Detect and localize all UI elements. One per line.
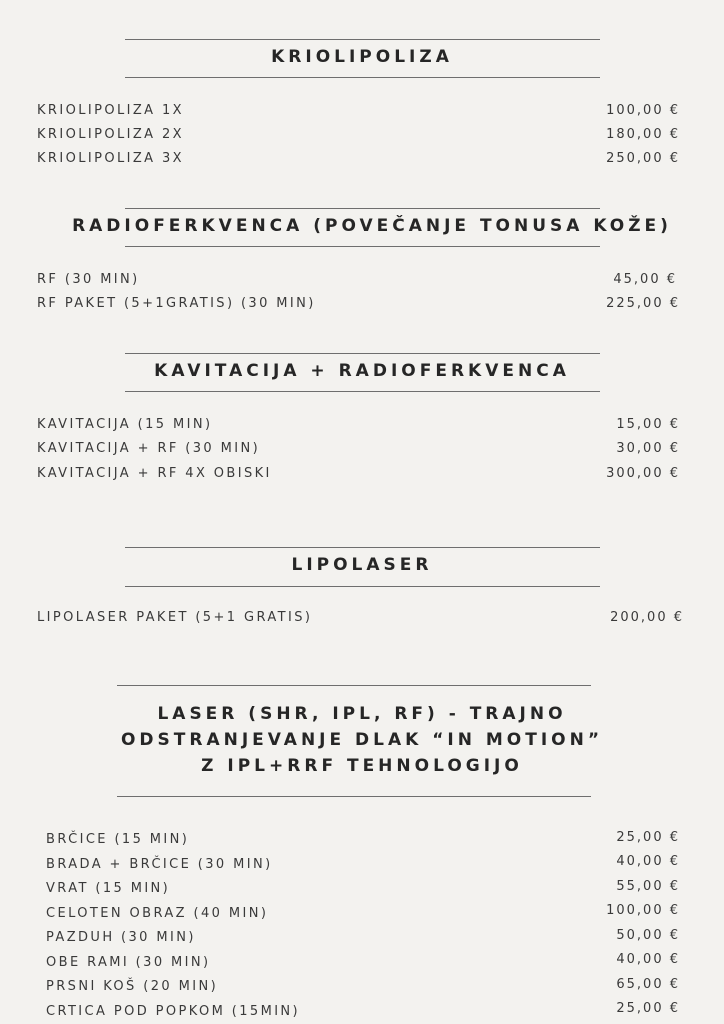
price-item-label: KRIOLIPOLIZA 2X [37, 127, 184, 142]
section-heading-lipolaser: LIPOLASER [291, 555, 433, 575]
price-item-value: 100,00 € [606, 903, 680, 918]
price-item-value: 50,00 € [616, 928, 680, 943]
price-item-value: 225,00 € [606, 296, 680, 311]
price-item-label: RF PAKET (5+1GRATIS) (30 MIN) [37, 296, 316, 311]
divider [125, 391, 600, 392]
price-item-value: 100,00 € [606, 103, 680, 118]
price-item-value: 250,00 € [606, 151, 680, 166]
price-item-value: 65,00 € [616, 977, 680, 992]
price-item-value: 200,00 € [610, 610, 684, 625]
price-item-value: 55,00 € [616, 879, 680, 894]
divider [125, 39, 600, 40]
price-item-label: CRTICA POD POPKOM (15MIN) [46, 1004, 301, 1019]
price-item-label: KRIOLIPOLIZA 3X [37, 151, 184, 166]
price-item-value: 30,00 € [616, 441, 680, 456]
price-item-value: 180,00 € [606, 127, 680, 142]
divider [125, 246, 600, 247]
divider [125, 586, 600, 587]
price-item-value: 15,00 € [616, 417, 680, 432]
price-item-label: LIPOLASER PAKET (5+1 GRATIS) [37, 610, 313, 625]
price-item-value: 45,00 € [613, 272, 677, 287]
price-item-value: 40,00 € [616, 854, 680, 869]
section-heading-kavitacija: KAVITACIJA + RADIOFERKVENCA [154, 361, 570, 381]
price-item-label: BRČICE (15 MIN) [46, 832, 190, 847]
section-heading-laser: LASER (SHR, IPL, RF) - TRAJNO ODSTRANJEVANJE DLAK “IN MOTION” Z IPL+RRF TEHNOLOGIJO [120, 704, 604, 776]
price-item-value: 40,00 € [616, 952, 680, 967]
price-item-label: VRAT (15 MIN) [46, 881, 171, 896]
price-item-label: KRIOLIPOLIZA 1X [37, 103, 184, 118]
section-heading-radiofrekvenca: RADIOFERKVENCA (POVEČANJE TONUSA KOŽE) [72, 216, 672, 236]
price-item-label: OBE RAMI (30 MIN) [46, 955, 211, 970]
divider [125, 208, 600, 209]
price-item-label: KAVITACIJA (15 MIN) [37, 417, 213, 432]
divider [125, 353, 600, 354]
price-item-label: RF (30 MIN) [37, 272, 140, 287]
price-item-value: 25,00 € [616, 1001, 680, 1016]
price-item-label: KAVITACIJA + RF (30 MIN) [37, 441, 261, 456]
divider [117, 685, 591, 686]
price-item-label: BRADA + BRČICE (30 MIN) [46, 857, 273, 872]
divider [125, 77, 600, 78]
section-heading-kriolipoliza: KRIOLIPOLIZA [271, 47, 453, 67]
divider [125, 547, 600, 548]
divider [117, 796, 591, 797]
price-item-value: 25,00 € [616, 830, 680, 845]
price-item-label: CELOTEN OBRAZ (40 MIN) [46, 906, 269, 921]
price-item-label: PRSNI KOŠ (20 MIN) [46, 979, 219, 994]
price-item-label: PAZDUH (30 MIN) [46, 930, 196, 945]
price-item-label: KAVITACIJA + RF 4X OBISKI [37, 466, 272, 481]
price-item-value: 300,00 € [606, 466, 680, 481]
